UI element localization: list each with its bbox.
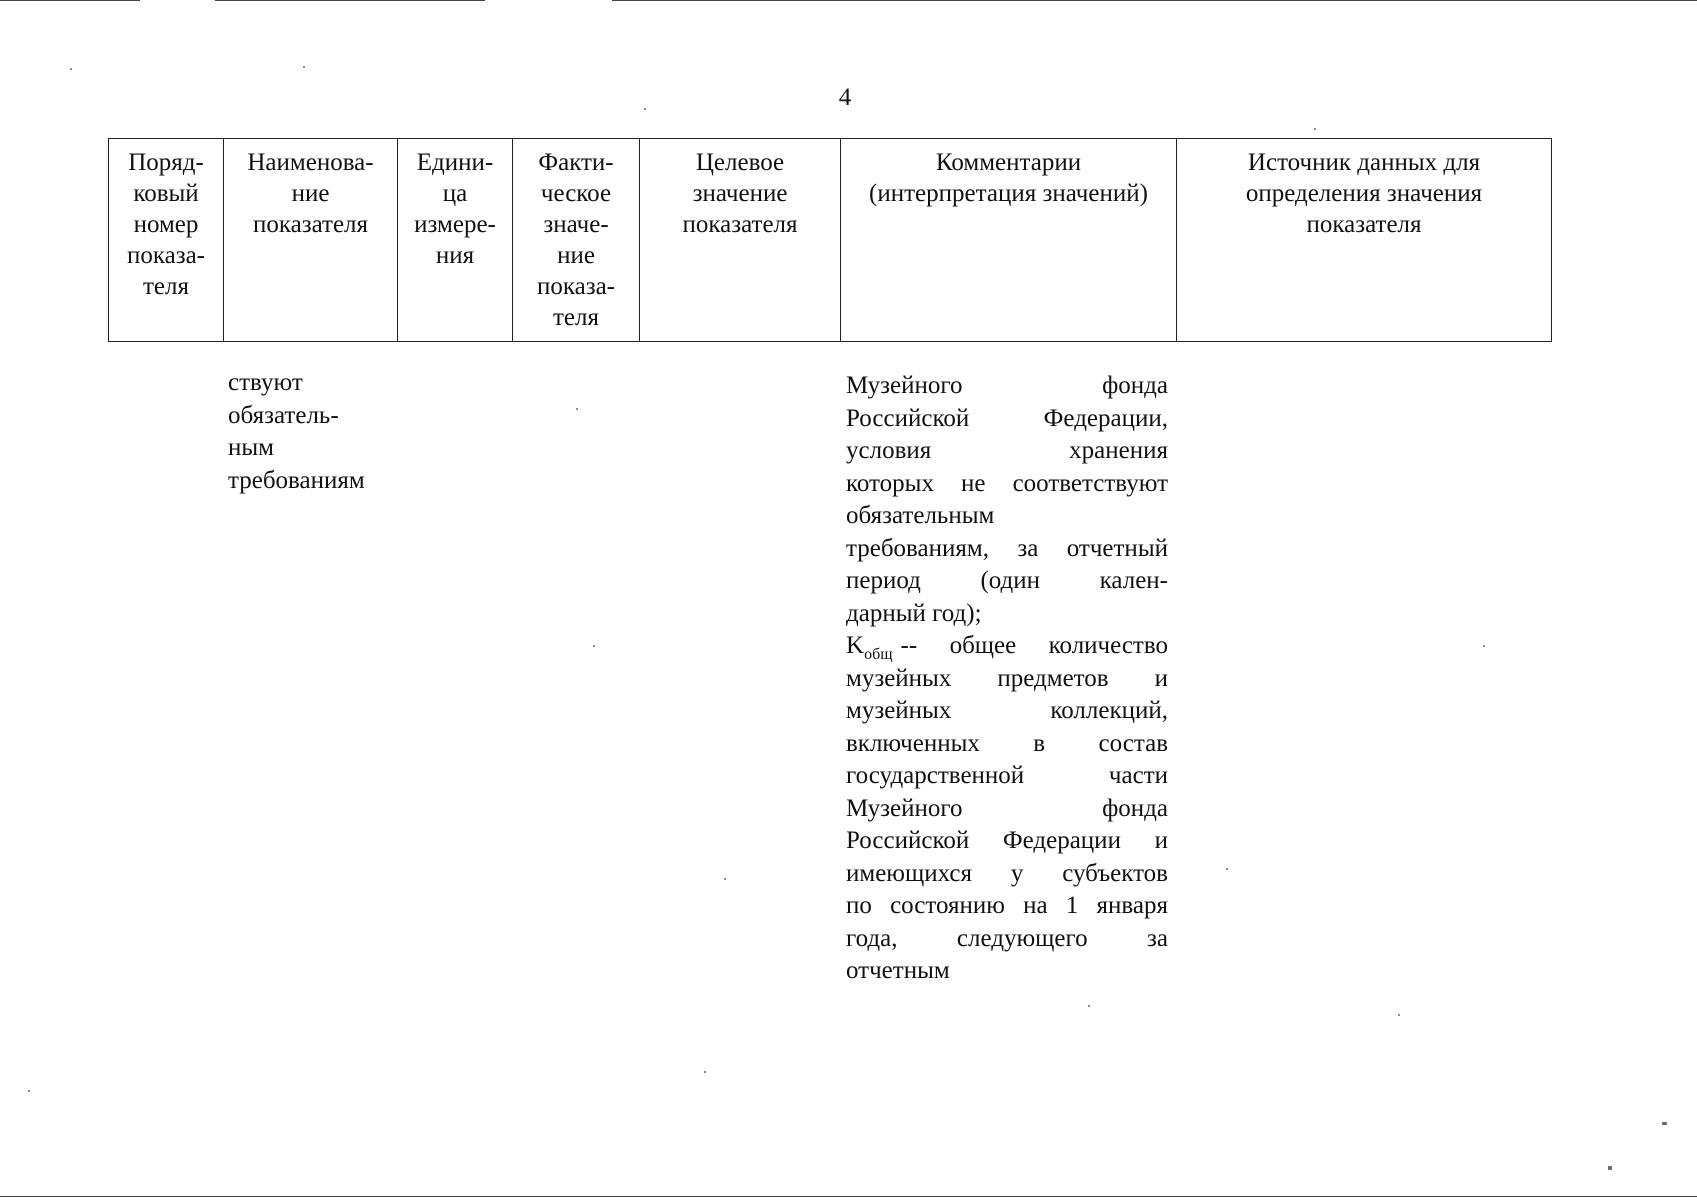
scan-speck xyxy=(70,68,72,70)
scan-speck xyxy=(576,408,578,410)
formula-definition: -- общее количество xyxy=(900,632,1168,659)
comment-line: условия хранения xyxy=(846,437,1168,464)
comment-line: которых не соответствуют xyxy=(846,469,1168,497)
comment-line: отчетным xyxy=(846,957,950,984)
scan-speck xyxy=(303,66,305,68)
formula-symbol: $K_{общ}$ xyxy=(846,632,893,663)
header-cell-data-source: Источник данных для определения значения показателя xyxy=(1177,139,1552,342)
scan-speck xyxy=(1088,1005,1090,1007)
header-cell-actual-value: Факти- ческое значе- ние показа- теля xyxy=(513,139,640,342)
comment-line: обязательным xyxy=(846,502,995,529)
scan-speck xyxy=(1662,1122,1667,1125)
comment-line: государственной части xyxy=(846,762,1168,789)
header-cell-comments: Комментарии (интерпретация значений) xyxy=(841,139,1177,342)
comment-line: Российской Федерации, xyxy=(846,404,1168,432)
scan-speck xyxy=(593,645,595,647)
comment-line: Российской Федерации и xyxy=(846,827,1168,854)
comment-line: дарный год); xyxy=(846,599,982,627)
scan-speck xyxy=(1226,868,1228,870)
scan-speck xyxy=(28,1090,30,1092)
comment-line: музейных коллекций, xyxy=(846,697,1168,724)
header-cell-order-number: Поряд- ковый номер показа- теля xyxy=(109,139,224,342)
scan-edge-top-2 xyxy=(215,0,485,1)
page-number: 4 xyxy=(838,84,852,111)
comment-line: период (один кален- xyxy=(846,567,1168,594)
indicator-name-continuation: ствуют обязатель- ным требованиям xyxy=(228,369,365,494)
scan-speck xyxy=(1314,128,1316,130)
comment-line: включенных в состав xyxy=(846,729,1168,757)
indicator-table-header xyxy=(108,138,1552,342)
scan-edge-top-1 xyxy=(0,0,140,1)
formula-subscript: общ xyxy=(864,646,893,663)
comment-line: по состоянию на 1 января xyxy=(846,892,1168,919)
scan-speck xyxy=(1483,645,1485,647)
header-row xyxy=(109,139,1552,342)
scan-edge-top-3 xyxy=(612,0,1697,1)
comment-continuation xyxy=(846,370,1168,988)
scan-speck xyxy=(644,108,646,110)
comment-line: музейных предметов и xyxy=(846,664,1168,692)
header-cell-target-value: Целевое значение показателя xyxy=(640,139,841,342)
comment-line: Музейного фонда xyxy=(846,794,1168,822)
comment-line: Музейного фонда xyxy=(846,372,1168,399)
header-cell-indicator-name: Наименова- ние показателя xyxy=(224,139,398,342)
scan-speck xyxy=(704,1071,706,1073)
comment-line: требованиям, за отчетный xyxy=(846,534,1168,562)
comment-line: года, следующего за xyxy=(846,924,1168,952)
scan-speck xyxy=(1608,1166,1612,1170)
comment-line: имеющихся у субъектов xyxy=(846,859,1168,887)
scan-speck xyxy=(1398,1014,1400,1016)
comment-formula-line xyxy=(846,630,1168,663)
scan-speck xyxy=(724,878,726,880)
scan-edge-bottom xyxy=(0,1196,1697,1197)
header-cell-unit: Едини- ца измере- ния xyxy=(398,139,513,342)
